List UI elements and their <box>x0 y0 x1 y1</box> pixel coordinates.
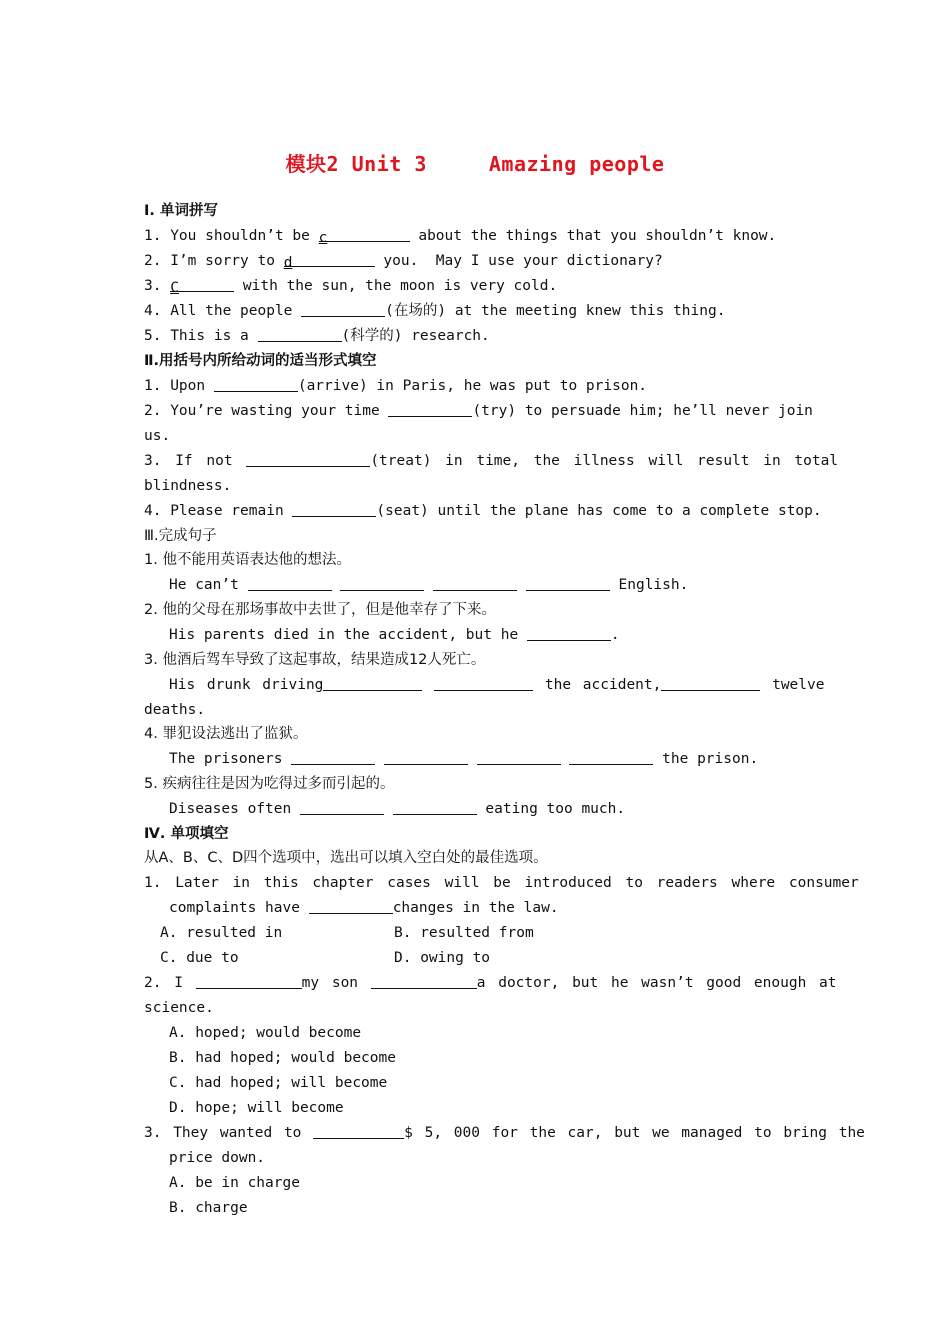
p4-q2-stem-cont: science. <box>144 1000 214 1016</box>
answer-blank[interactable] <box>384 749 468 765</box>
answer-blank[interactable] <box>527 625 611 641</box>
p2-q4: 4. Please remain (seat) until the plane has come to a complete stop. <box>144 503 822 519</box>
option-b[interactable]: B. had hoped; would become <box>169 1050 396 1066</box>
answer-blank[interactable]: C <box>170 276 234 292</box>
option-b[interactable]: B. resulted from <box>394 925 534 941</box>
answer-blank[interactable] <box>196 973 302 989</box>
answer-blank[interactable] <box>246 451 370 467</box>
p2-q3: 3. If not (treat) in time, the illness will result in total <box>144 453 839 469</box>
answer-blank[interactable] <box>323 675 422 691</box>
p3-q5: Diseases often eating too much. <box>169 801 626 817</box>
answer-blank[interactable] <box>214 376 298 392</box>
p3-q3-cont: deaths. <box>144 702 206 718</box>
p4-q1-options-cd <box>160 946 824 971</box>
option-d[interactable]: D. hope; will become <box>169 1100 344 1116</box>
option-b[interactable]: B. charge <box>169 1200 248 1216</box>
p4-q3-stem-cont: price down. <box>169 1150 266 1166</box>
answer-blank[interactable] <box>292 501 376 517</box>
title-module-unit: 模块2 Unit 3 <box>285 152 427 176</box>
p3-q2-chinese: 2. 他的父母在那场事故中去世了，但是他幸存了下来。 <box>144 602 496 618</box>
answer-blank[interactable] <box>371 973 477 989</box>
p3-q3: His drunk driving the accident, twelve <box>169 677 825 693</box>
option-c[interactable]: C. had hoped; will become <box>169 1075 388 1091</box>
p1-q3: 3. C with the sun, the moon is very cold. <box>144 278 558 296</box>
answer-blank[interactable] <box>300 799 384 815</box>
p3-q5-chinese: 5. 疾病往往是因为吃得过多而引起的。 <box>144 776 395 792</box>
title-topic: Amazing people <box>488 152 665 176</box>
section-4-heading: Ⅳ. 单项填空 <box>144 826 229 842</box>
p1-q4: 4. All the people (在场的) at the meeting knew this thing. <box>144 303 726 319</box>
option-d[interactable]: D. owing to <box>394 950 491 966</box>
p3-q1-chinese: 1. 他不能用英语表达他的想法。 <box>144 552 351 568</box>
answer-blank[interactable] <box>477 749 561 765</box>
p2-q2-cont: us. <box>144 428 171 444</box>
page-title <box>0 148 950 177</box>
option-a[interactable]: A. be in charge <box>169 1175 300 1191</box>
p2-q1: 1. Upon (arrive) in Paris, he was put to prison. <box>144 378 648 394</box>
option-c[interactable]: C. due to <box>160 950 239 966</box>
p3-q2: His parents died in the accident, but he . <box>169 627 620 643</box>
answer-blank[interactable] <box>340 575 424 591</box>
answer-blank[interactable]: c <box>319 226 410 242</box>
p2-q2: 2. You’re wasting your time (try) to persuade him; he’ll never join <box>144 403 813 419</box>
section-2-heading: Ⅱ.用括号内所给动词的适当形式填空 <box>144 353 377 369</box>
option-a[interactable]: A. resulted in <box>160 925 283 941</box>
p1-q2: 2. I’m sorry to d you. May I use your dictionary? <box>144 253 663 271</box>
section-4-instructions: 从A、B、C、D四个选项中，选出可以填入空白处的最佳选项。 <box>144 850 548 866</box>
p1-q1: 1. You shouldn’t be c about the things that you shouldn’t know. <box>144 228 777 246</box>
option-a[interactable]: A. hoped; would become <box>169 1025 362 1041</box>
p3-q4-chinese: 4. 罪犯设法逃出了监狱。 <box>144 726 308 742</box>
answer-blank[interactable] <box>248 575 332 591</box>
p4-q1-options-ab <box>160 921 824 946</box>
answer-blank[interactable] <box>661 675 760 691</box>
answer-blank[interactable] <box>388 401 472 417</box>
answer-blank[interactable] <box>258 326 342 342</box>
p4-q3-stem: 3. They wanted to $ 5, 000 for the car, but we managed to bring the <box>144 1125 865 1141</box>
answer-blank[interactable] <box>569 749 653 765</box>
answer-blank[interactable] <box>309 898 393 914</box>
p4-q2-stem: 2. I my son a doctor, but he wasn’t good enough at <box>144 975 837 991</box>
answer-blank[interactable]: d <box>284 251 375 267</box>
answer-blank[interactable] <box>313 1123 404 1139</box>
section-1-heading: Ⅰ. 单词拼写 <box>144 203 218 219</box>
p2-q3-cont: blindness. <box>144 478 232 494</box>
p3-q1: He can’t English. <box>169 577 689 593</box>
answer-blank[interactable] <box>301 301 385 317</box>
answer-blank[interactable] <box>433 575 517 591</box>
p1-q5: 5. This is a (科学的) research. <box>144 328 490 344</box>
answer-blank[interactable] <box>291 749 375 765</box>
p4-q1-stem: 1. Later in this chapter cases will be introduced to readers where consumer <box>144 875 859 891</box>
p3-q3-chinese: 3. 他酒后驾车导致了这起事故，结果造成12人死亡。 <box>144 652 486 668</box>
section-3-heading: Ⅲ.完成句子 <box>144 528 217 544</box>
answer-blank[interactable] <box>526 575 610 591</box>
p3-q4: The prisoners the prison. <box>169 751 759 767</box>
answer-blank[interactable] <box>393 799 477 815</box>
answer-blank[interactable] <box>434 675 533 691</box>
p4-q1-stem-cont: complaints have changes in the law. <box>169 900 559 916</box>
